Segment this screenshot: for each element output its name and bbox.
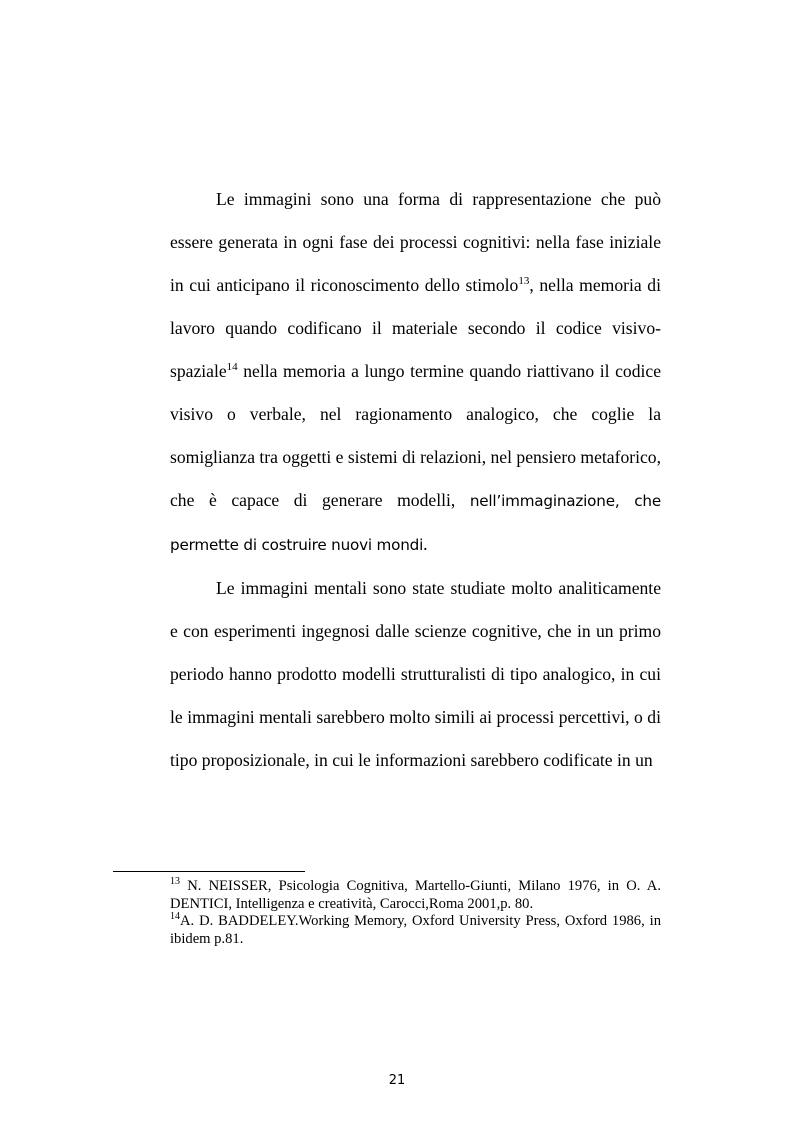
paragraph-1-text-c: nella memoria a lungo termine quando riattivano il codice visivo o verbale, nel ragionamento analogico, che coglie la somiglianza tra oggetti e sistemi di relazioni, nel pensiero metaforico, che è capace di generare modelli, xyxy=(170,361,662,510)
footnote-14-text: A. D. BADDELEY.Working Memory, Oxford University Press, Oxford 1986, in ibidem p.81. xyxy=(170,913,661,947)
footnote-14-mark: 14 xyxy=(170,911,180,923)
footnote-ref-13[interactable]: 13 xyxy=(518,275,530,288)
footnote-13 xyxy=(170,878,661,913)
body-text xyxy=(170,178,661,782)
paragraph-1-text-b: , nella memoria di lavoro quando codificano il materiale secondo il codice visivo-spaziale xyxy=(170,275,661,381)
paragraph-1-sans-phrase: nell’immaginazione, che permette di costruire nuovi mondi xyxy=(170,492,661,554)
paragraph-2: Le immagini mentali sono state studiate molto analiticamente e con esperimenti ingegnosi dalle scienze cognitive, che in un primo periodo hanno prodotto modelli strutturalisti di tipo analogico, in cui le immagini mentali sarebbero molto simili ai processi percettivi, o di tipo proposizionale, in cui le informazioni sarebbero codificate in un xyxy=(170,578,661,770)
paragraph-1 xyxy=(170,178,661,567)
footnotes xyxy=(170,878,661,948)
footnote-13-mark: 13 xyxy=(170,876,180,888)
footnote-14 xyxy=(170,913,661,948)
paragraph-1-ending: . xyxy=(423,534,428,554)
footnote-separator xyxy=(113,871,305,872)
paragraph-1-text-a: Le immagini sono una forma di rappresentazione che può essere generata in ogni fase dei processi cognitivi: nella fase iniziale in cui anticipano il riconoscimento dello stimolo xyxy=(170,189,661,295)
footnote-ref-14[interactable]: 14 xyxy=(226,361,238,374)
page-number: 21 xyxy=(388,1073,406,1088)
footnote-13-text: N. NEISSER, Psicologia Cognitiva, Martello-Giunti, Milano 1976, in O. A. DENTICI, Intelligenza e creatività, Carocci,Roma 2001,p. 80. xyxy=(170,878,661,912)
